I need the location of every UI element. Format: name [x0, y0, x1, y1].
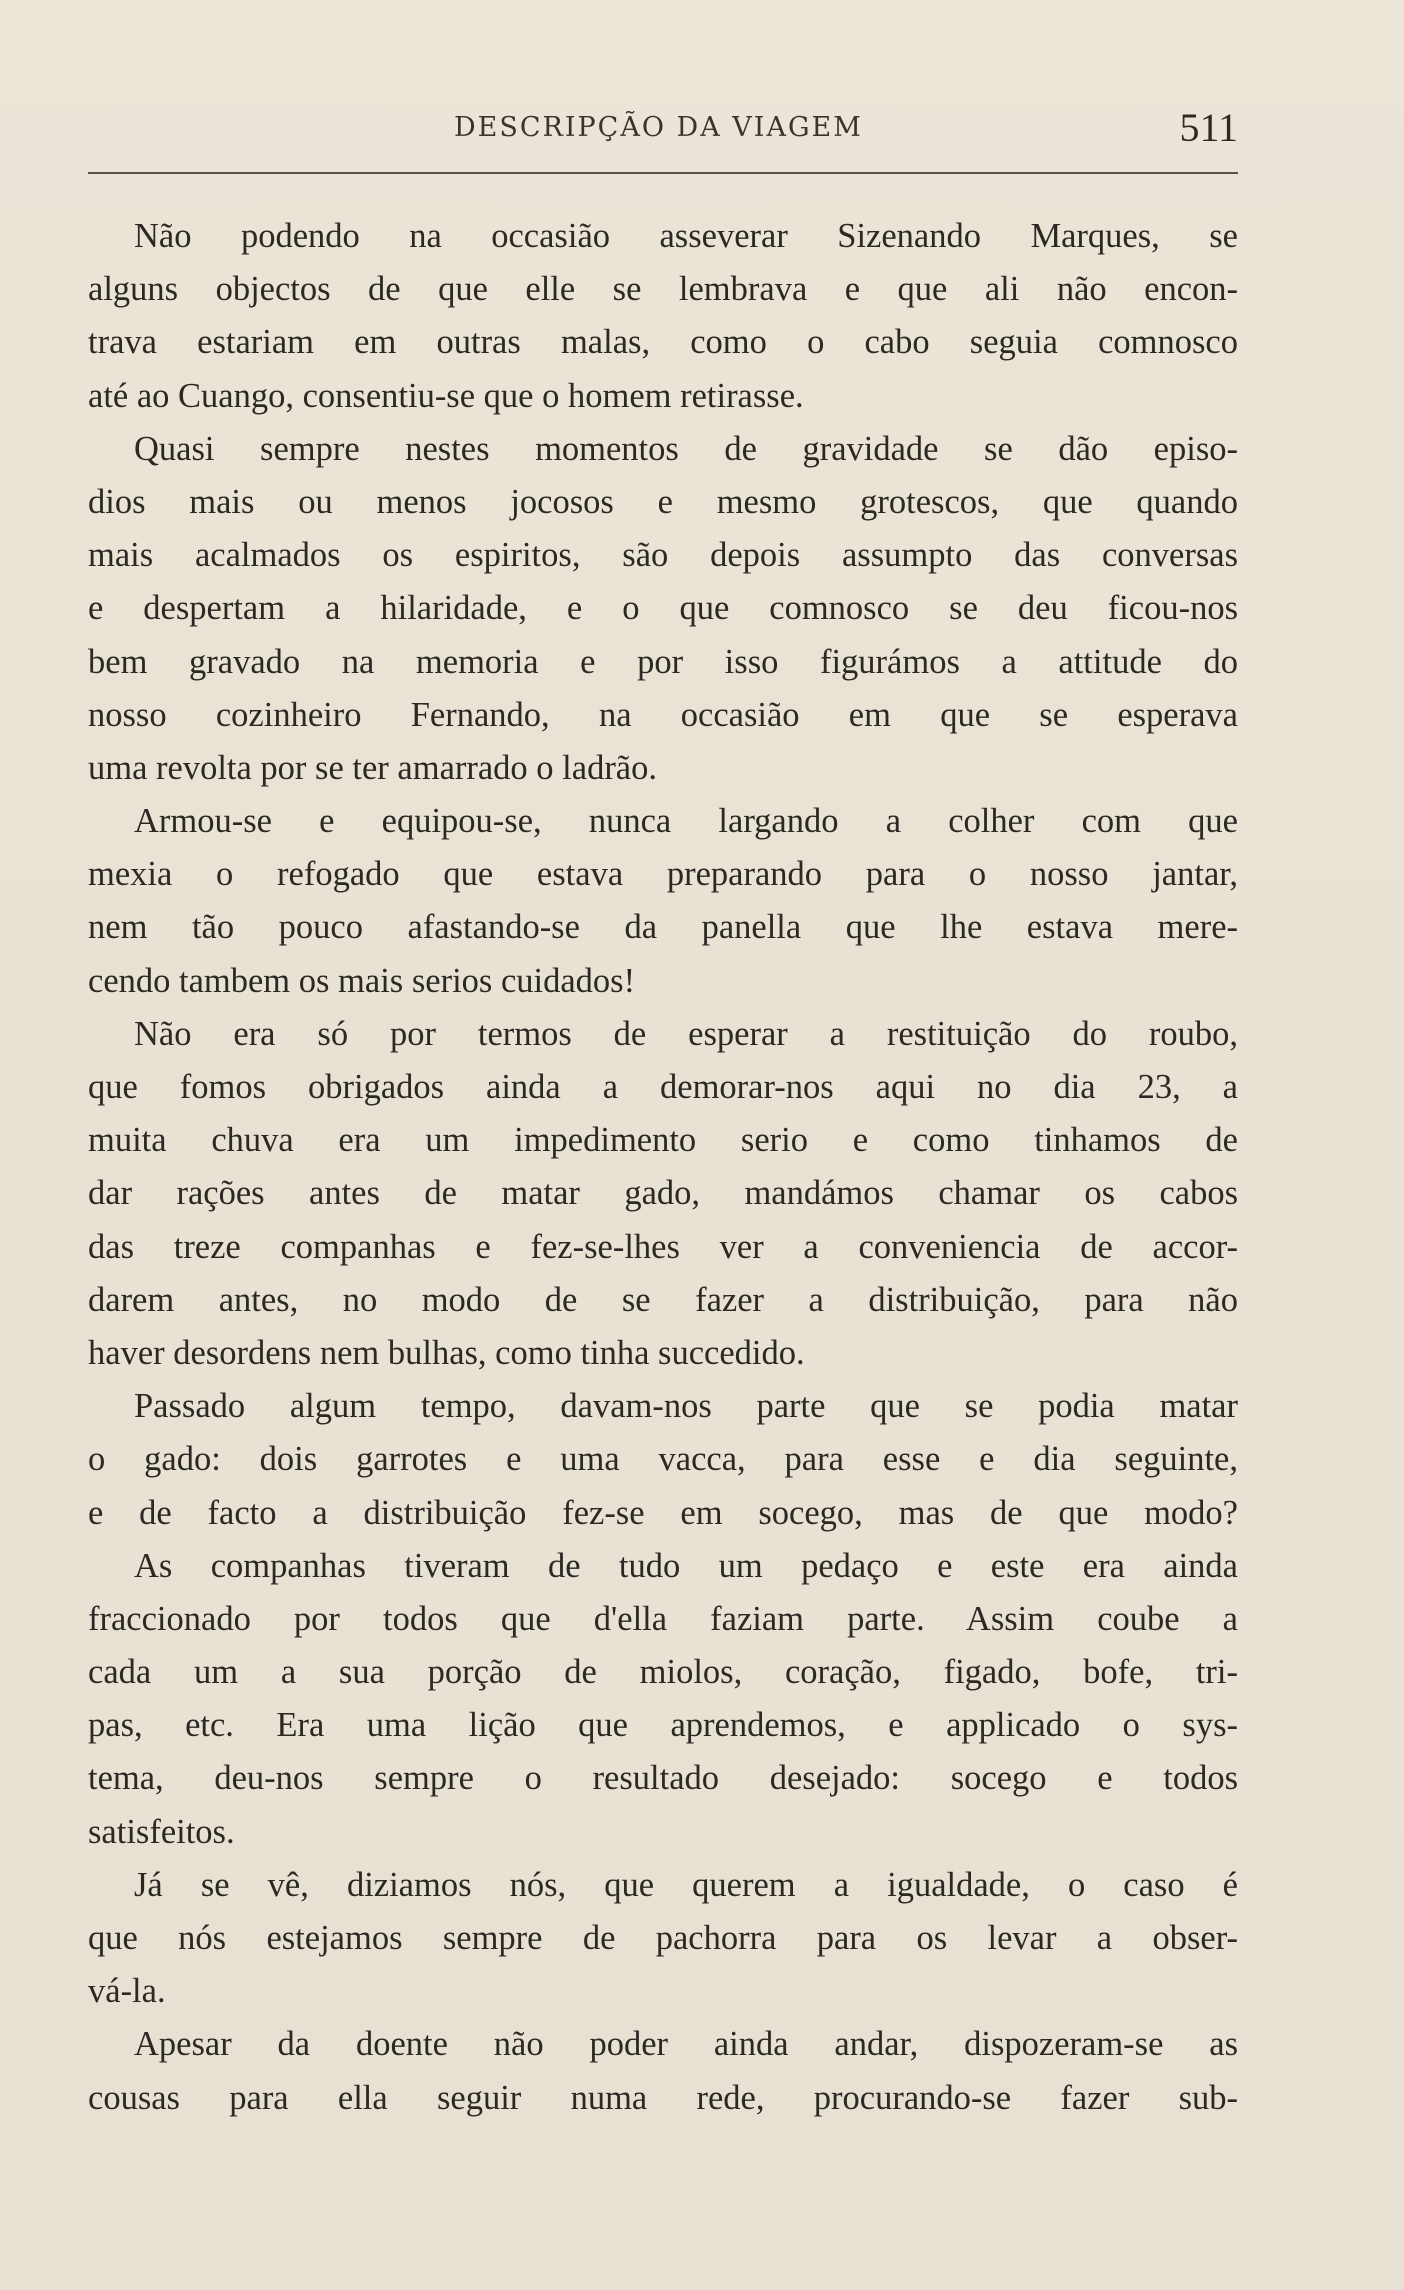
text-line: fraccionado por todos que d'ella faziam parte. Assim coube a: [88, 1599, 1238, 1638]
header-rule: [88, 172, 1238, 174]
text-line: das treze companhas e fez-se-lhes ver a conveniencia de accor-: [88, 1227, 1238, 1266]
text-line: que fomos obrigados ainda a demorar-nos aqui no dia 23, a: [88, 1068, 1238, 1106]
text-line: Apesar da doente não poder ainda andar, dispozeram-se as: [134, 2025, 1238, 2064]
text-line: dar rações antes de matar gado, mandámos chamar os cabos: [88, 1174, 1238, 1213]
page-number: 511: [1179, 105, 1238, 150]
text-line: As companhas tiveram de tudo um pedaço e este era ainda: [134, 1546, 1238, 1585]
text-line: que nós estejamos sempre de pachorra para os levar a obser-: [88, 1919, 1238, 1957]
text-line: Armou-se e equipou-se, nunca largando a colher com que: [134, 802, 1238, 841]
text-line: e de facto a distribuição fez-se em socego, mas de que modo?: [88, 1493, 1238, 1532]
text-line: até ao Cuango, consentiu-se que o homem retirasse.: [88, 376, 804, 415]
text-line: alguns objectos de que elle se lembrava e que ali não encon-: [88, 270, 1238, 309]
text-line: cousas para ella seguir numa rede, procurando-se fazer sub-: [88, 2078, 1238, 2117]
text-line: e despertam a hilaridade, e o que comnosco se deu ficou-nos: [88, 589, 1238, 628]
text-line: darem antes, no modo de se fazer a distribuição, para não: [88, 1280, 1238, 1319]
text-line: Quasi sempre nestes momentos de gravidade se dão episo-: [134, 429, 1238, 468]
text-line: mais acalmados os espiritos, são depois assumpto das conversas: [88, 536, 1238, 575]
text-line: haver desordens nem bulhas, como tinha succedido.: [88, 1333, 805, 1372]
text-line: bem gravado na memoria e por isso figurámos a attitude do: [88, 642, 1238, 681]
text-line: vá-la.: [88, 1972, 166, 2011]
text-line: cada um a sua porção de miolos, coração, figado, bofe, tri-: [88, 1653, 1238, 1692]
page-header: [88, 102, 1238, 162]
text-line: o gado: dois garrotes e uma vacca, para esse e dia seguinte,: [88, 1440, 1238, 1479]
text-line: cendo tambem os mais serios cuidados!: [88, 961, 636, 1000]
text-line: muita chuva era um impedimento serio e como tinhamos de: [88, 1121, 1238, 1160]
text-line: uma revolta por se ter amarrado o ladrão.: [88, 748, 657, 787]
text-line: Não podendo na occasião asseverar Sizenando Marques, se: [134, 217, 1238, 255]
text-line: Não era só por termos de esperar a restituição do roubo,: [134, 1014, 1238, 1053]
text-line: Passado algum tempo, davam-nos parte que se podia matar: [134, 1387, 1238, 1426]
text-line: pas, etc. Era uma lição que aprendemos, e applicado o sys-: [88, 1706, 1238, 1745]
text-line: satisfeitos.: [88, 1812, 235, 1851]
body-text: [88, 210, 1238, 2125]
text-line: Já se vê, diziamos nós, que querem a igualdade, o caso é: [134, 1865, 1238, 1904]
text-line: nem tão pouco afastando-se da panella que lhe estava mere-: [88, 908, 1238, 947]
text-line: nosso cozinheiro Fernando, na occasião em que se esperava: [88, 695, 1238, 734]
text-line: mexia o refogado que estava preparando para o nosso jantar,: [88, 855, 1238, 894]
text-line: dios mais ou menos jocosos e mesmo grotescos, que quando: [88, 482, 1238, 521]
running-head: DESCRIPÇÃO DA VIAGEM: [454, 112, 863, 143]
text-line: trava estariam em outras malas, como o cabo seguia comnosco: [88, 323, 1238, 362]
text-line: tema, deu-nos sempre o resultado desejado: socego e todos: [88, 1759, 1238, 1798]
